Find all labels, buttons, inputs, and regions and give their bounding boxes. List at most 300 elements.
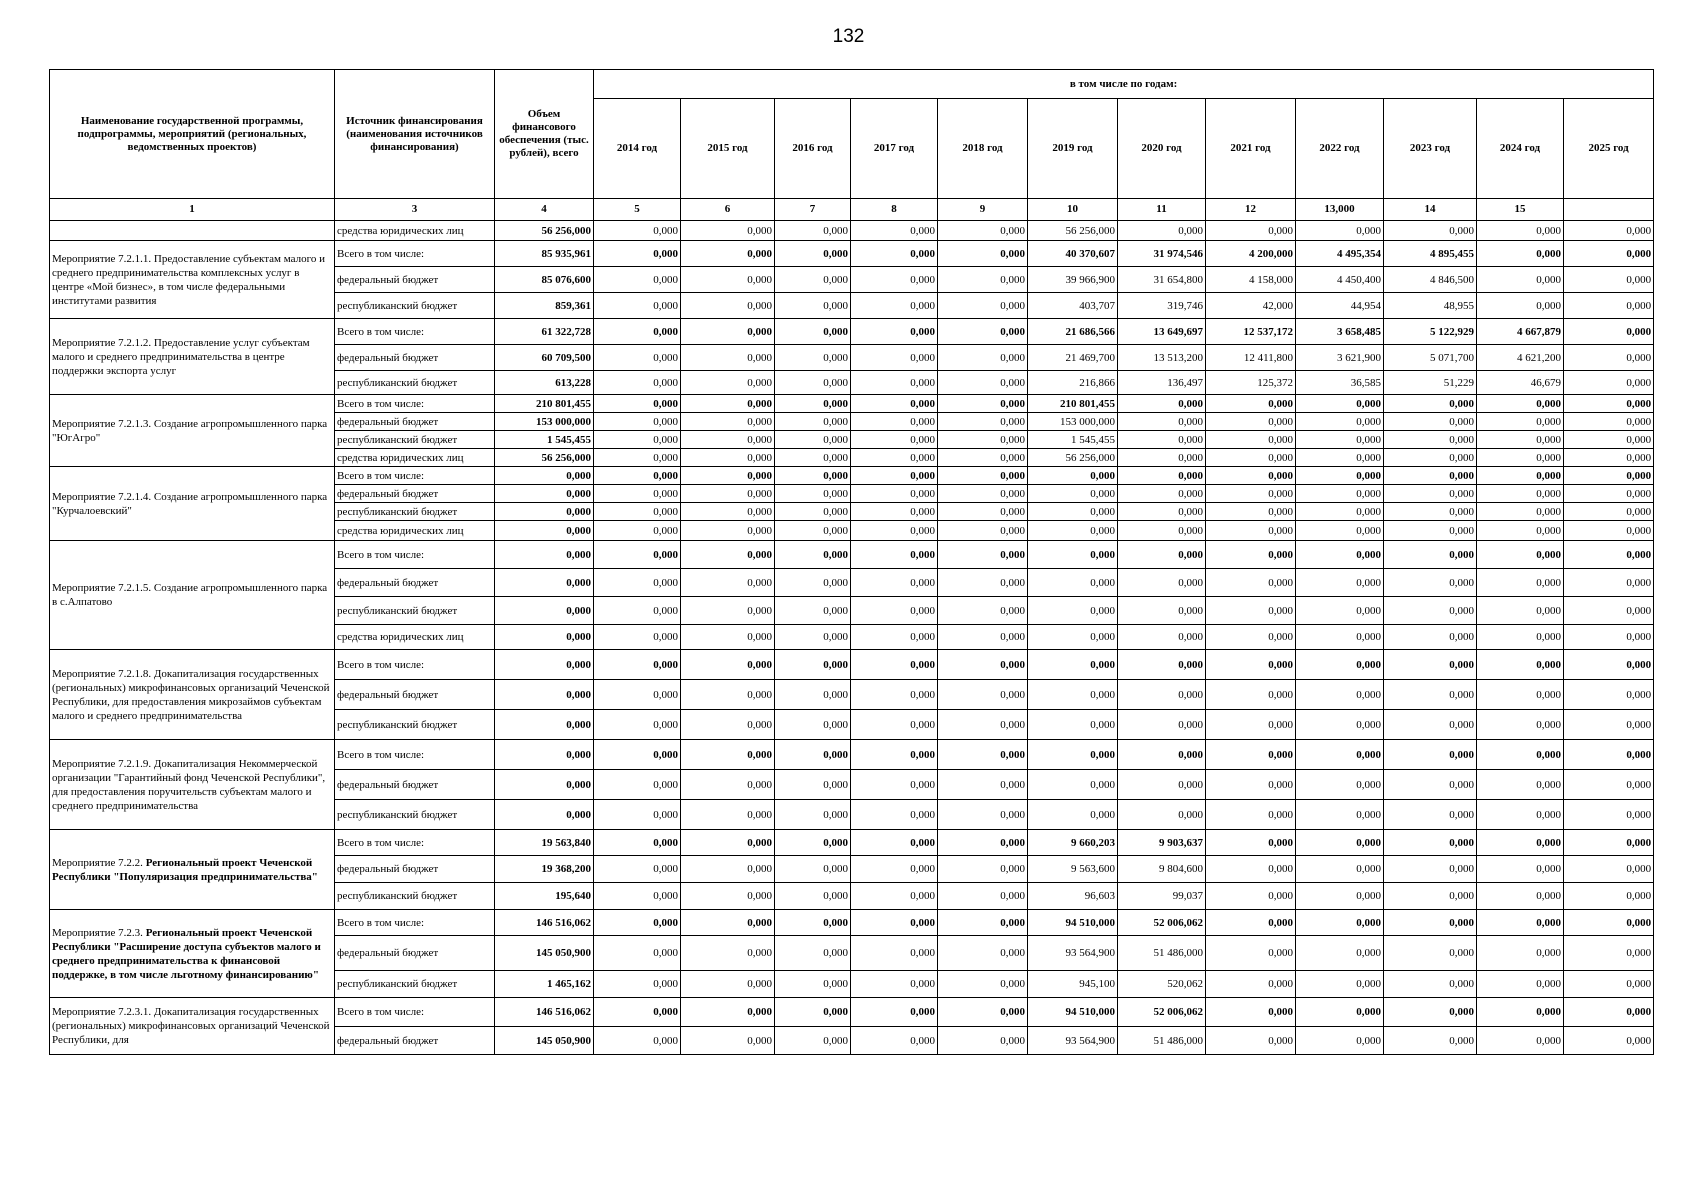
year-amount: 0,000 (1477, 467, 1564, 485)
year-amount: 0,000 (851, 883, 938, 910)
year-amount: 0,000 (1564, 740, 1654, 770)
total-amount: 0,000 (495, 680, 594, 710)
year-amount: 0,000 (851, 856, 938, 883)
year-amount: 0,000 (1296, 883, 1384, 910)
year-amount: 0,000 (594, 293, 681, 319)
header-total: Объем финансового обеспечения (тыс. рублей), всего (495, 70, 594, 199)
year-amount: 0,000 (775, 883, 851, 910)
year-amount: 0,000 (1296, 541, 1384, 569)
year-amount: 51 486,000 (1118, 1027, 1206, 1055)
year-amount: 0,000 (1206, 449, 1296, 467)
year-amount: 0,000 (1477, 910, 1564, 936)
year-amount: 51 486,000 (1118, 936, 1206, 971)
year-amount: 0,000 (938, 485, 1028, 503)
year-amount: 0,000 (938, 431, 1028, 449)
activity-name-prefix: Мероприятие 7.2.3. (52, 926, 146, 939)
table-row (50, 650, 1654, 680)
year-amount: 0,000 (594, 395, 681, 413)
year-amount: 0,000 (681, 485, 775, 503)
total-amount: 0,000 (495, 569, 594, 597)
year-amount: 0,000 (1564, 241, 1654, 267)
year-amount: 0,000 (1206, 395, 1296, 413)
total-amount: 0,000 (495, 597, 594, 625)
total-amount: 146 516,062 (495, 998, 594, 1027)
year-amount: 0,000 (1477, 1027, 1564, 1055)
year-amount: 520,062 (1118, 971, 1206, 998)
year-amount: 0,000 (1118, 569, 1206, 597)
year-amount: 0,000 (1028, 541, 1118, 569)
year-amount: 0,000 (681, 221, 775, 241)
year-amount: 0,000 (1564, 503, 1654, 521)
year-amount: 0,000 (1384, 710, 1477, 740)
year-amount: 0,000 (1477, 740, 1564, 770)
year-amount: 0,000 (1028, 485, 1118, 503)
activity-name-project: Региональный проект Чеченской Республики "Расширение доступа субъектов малого и среднего предпринимательства к финансовой поддержке, в том числе льготному финансированию" (52, 926, 321, 981)
year-amount: 0,000 (1118, 467, 1206, 485)
year-amount: 0,000 (1028, 503, 1118, 521)
year-amount: 0,000 (938, 856, 1028, 883)
year-amount: 0,000 (1028, 680, 1118, 710)
year-amount: 0,000 (1384, 680, 1477, 710)
year-amount: 9 903,637 (1118, 830, 1206, 856)
year-amount: 0,000 (1118, 541, 1206, 569)
header-year: 2022 год (1296, 99, 1384, 199)
year-amount: 0,000 (1384, 431, 1477, 449)
year-amount: 0,000 (1296, 650, 1384, 680)
year-amount: 0,000 (1206, 1027, 1296, 1055)
year-amount: 0,000 (1206, 800, 1296, 830)
year-amount: 0,000 (594, 770, 681, 800)
year-amount: 0,000 (1384, 467, 1477, 485)
total-amount: 195,640 (495, 883, 594, 910)
year-amount: 0,000 (1118, 521, 1206, 541)
year-amount: 0,000 (594, 936, 681, 971)
header-by-years: в том числе по годам: (594, 70, 1654, 99)
year-amount: 48,955 (1384, 293, 1477, 319)
funding-source: республиканский бюджет (335, 431, 495, 449)
funding-source: федеральный бюджет (335, 936, 495, 971)
year-amount: 0,000 (775, 971, 851, 998)
year-amount: 0,000 (1564, 1027, 1654, 1055)
year-amount: 0,000 (851, 503, 938, 521)
year-amount: 0,000 (1118, 431, 1206, 449)
year-amount: 0,000 (1296, 856, 1384, 883)
year-amount: 0,000 (1384, 740, 1477, 770)
header-column-number: 13,000 (1296, 199, 1384, 221)
year-amount: 0,000 (775, 569, 851, 597)
total-amount: 56 256,000 (495, 449, 594, 467)
year-amount: 0,000 (1477, 241, 1564, 267)
year-amount: 0,000 (851, 319, 938, 345)
year-amount: 0,000 (1384, 1027, 1477, 1055)
header-column-number: 11 (1118, 199, 1206, 221)
year-amount: 0,000 (1564, 770, 1654, 800)
total-amount: 859,361 (495, 293, 594, 319)
year-amount: 0,000 (594, 431, 681, 449)
year-amount: 0,000 (1564, 345, 1654, 371)
year-amount: 4 158,000 (1206, 267, 1296, 293)
year-amount: 0,000 (775, 431, 851, 449)
year-amount: 0,000 (681, 1027, 775, 1055)
year-amount: 0,000 (594, 221, 681, 241)
table-row (50, 241, 1654, 267)
year-amount: 0,000 (594, 830, 681, 856)
total-amount: 146 516,062 (495, 910, 594, 936)
year-amount: 0,000 (851, 371, 938, 395)
funding-source: Всего в том числе: (335, 541, 495, 569)
year-amount: 0,000 (1384, 625, 1477, 650)
year-amount: 0,000 (1477, 449, 1564, 467)
total-amount: 0,000 (495, 541, 594, 569)
total-amount: 19 368,200 (495, 856, 594, 883)
year-amount: 0,000 (938, 221, 1028, 241)
year-amount: 12 411,800 (1206, 345, 1296, 371)
year-amount: 21 469,700 (1028, 345, 1118, 371)
total-amount: 56 256,000 (495, 221, 594, 241)
table-row (50, 910, 1654, 936)
year-amount: 0,000 (1206, 936, 1296, 971)
funding-source: Всего в том числе: (335, 830, 495, 856)
year-amount: 0,000 (938, 740, 1028, 770)
year-amount: 0,000 (775, 936, 851, 971)
year-amount: 0,000 (1477, 883, 1564, 910)
year-amount: 0,000 (775, 293, 851, 319)
year-amount: 0,000 (851, 740, 938, 770)
year-amount: 31 974,546 (1118, 241, 1206, 267)
year-amount: 0,000 (938, 1027, 1028, 1055)
year-amount: 0,000 (1384, 413, 1477, 431)
year-amount: 0,000 (1564, 569, 1654, 597)
total-amount: 85 076,600 (495, 267, 594, 293)
year-amount: 0,000 (775, 625, 851, 650)
year-amount: 0,000 (938, 910, 1028, 936)
funding-source: Всего в том числе: (335, 998, 495, 1027)
year-amount: 0,000 (1384, 395, 1477, 413)
year-amount: 0,000 (851, 449, 938, 467)
year-amount: 0,000 (1296, 800, 1384, 830)
year-amount: 0,000 (1384, 936, 1477, 971)
year-amount: 0,000 (1477, 267, 1564, 293)
year-amount: 0,000 (775, 910, 851, 936)
year-amount: 0,000 (1206, 521, 1296, 541)
year-amount: 0,000 (938, 267, 1028, 293)
funding-source: Всего в том числе: (335, 241, 495, 267)
header-year: 2019 год (1028, 99, 1118, 199)
total-amount: 0,000 (495, 467, 594, 485)
year-amount: 0,000 (938, 883, 1028, 910)
year-amount: 0,000 (851, 267, 938, 293)
year-amount: 0,000 (1206, 910, 1296, 936)
table-row (50, 395, 1654, 413)
year-amount: 0,000 (1564, 680, 1654, 710)
year-amount: 210 801,455 (1028, 395, 1118, 413)
header-column-number: 3 (335, 199, 495, 221)
year-amount: 0,000 (1206, 710, 1296, 740)
funding-source: республиканский бюджет (335, 710, 495, 740)
year-amount: 0,000 (594, 971, 681, 998)
total-amount: 145 050,900 (495, 936, 594, 971)
year-amount: 0,000 (1296, 413, 1384, 431)
year-amount: 0,000 (1477, 395, 1564, 413)
year-amount: 0,000 (938, 467, 1028, 485)
year-amount: 0,000 (1296, 597, 1384, 625)
funding-source: средства юридических лиц (335, 625, 495, 650)
year-amount: 0,000 (1118, 221, 1206, 241)
page-number: 132 (832, 26, 865, 47)
year-amount: 0,000 (851, 413, 938, 431)
year-amount: 0,000 (851, 485, 938, 503)
year-amount: 0,000 (1384, 910, 1477, 936)
year-amount: 0,000 (1384, 541, 1477, 569)
year-amount: 0,000 (938, 710, 1028, 740)
header-column-number (1564, 199, 1654, 221)
year-amount: 0,000 (1384, 221, 1477, 241)
year-amount: 0,000 (594, 345, 681, 371)
year-amount: 136,497 (1118, 371, 1206, 395)
year-amount: 0,000 (775, 770, 851, 800)
year-amount: 0,000 (681, 597, 775, 625)
year-amount: 0,000 (938, 345, 1028, 371)
year-amount: 0,000 (851, 293, 938, 319)
year-amount: 0,000 (681, 650, 775, 680)
year-amount: 0,000 (594, 625, 681, 650)
year-amount: 0,000 (938, 503, 1028, 521)
header-column-number: 1 (50, 199, 335, 221)
year-amount: 9 563,600 (1028, 856, 1118, 883)
year-amount: 0,000 (594, 521, 681, 541)
total-amount: 0,000 (495, 710, 594, 740)
year-amount: 0,000 (1028, 800, 1118, 830)
year-amount: 0,000 (775, 241, 851, 267)
year-amount: 4 450,400 (1296, 267, 1384, 293)
year-amount: 0,000 (1296, 710, 1384, 740)
year-amount: 0,000 (1296, 998, 1384, 1027)
year-amount: 0,000 (1206, 830, 1296, 856)
year-amount: 0,000 (594, 740, 681, 770)
year-amount: 0,000 (775, 597, 851, 625)
funding-source: федеральный бюджет (335, 770, 495, 800)
year-amount: 0,000 (1118, 485, 1206, 503)
table-row (50, 319, 1654, 345)
year-amount: 0,000 (1477, 597, 1564, 625)
year-amount: 0,000 (681, 740, 775, 770)
year-amount: 0,000 (851, 680, 938, 710)
funding-source: республиканский бюджет (335, 597, 495, 625)
year-amount: 0,000 (1296, 569, 1384, 597)
year-amount: 0,000 (681, 936, 775, 971)
financing-table (49, 69, 1654, 1055)
year-amount: 9 804,600 (1118, 856, 1206, 883)
year-amount: 0,000 (594, 883, 681, 910)
year-amount: 0,000 (1206, 413, 1296, 431)
year-amount: 0,000 (775, 710, 851, 740)
funding-source: Всего в том числе: (335, 910, 495, 936)
year-amount: 0,000 (1206, 485, 1296, 503)
year-amount: 9 660,203 (1028, 830, 1118, 856)
total-amount: 1 465,162 (495, 971, 594, 998)
year-amount: 0,000 (1296, 1027, 1384, 1055)
header-column-number: 7 (775, 199, 851, 221)
year-amount: 93 564,900 (1028, 1027, 1118, 1055)
year-amount: 13 513,200 (1118, 345, 1206, 371)
year-amount: 0,000 (1028, 625, 1118, 650)
year-amount: 0,000 (938, 597, 1028, 625)
year-amount: 0,000 (1118, 597, 1206, 625)
year-amount: 0,000 (1477, 998, 1564, 1027)
year-amount: 0,000 (851, 830, 938, 856)
year-amount: 0,000 (1384, 521, 1477, 541)
year-amount: 0,000 (851, 541, 938, 569)
table-row (50, 830, 1654, 856)
year-amount: 0,000 (1118, 710, 1206, 740)
year-amount: 0,000 (775, 740, 851, 770)
year-amount: 0,000 (1477, 650, 1564, 680)
year-amount: 0,000 (851, 345, 938, 371)
header-year: 2024 год (1477, 99, 1564, 199)
year-amount: 46,679 (1477, 371, 1564, 395)
year-amount: 0,000 (681, 267, 775, 293)
year-amount: 0,000 (1564, 371, 1654, 395)
year-amount: 0,000 (1564, 800, 1654, 830)
year-amount: 31 654,800 (1118, 267, 1206, 293)
year-amount: 0,000 (681, 680, 775, 710)
year-amount: 0,000 (938, 680, 1028, 710)
year-amount: 0,000 (938, 319, 1028, 345)
year-amount: 0,000 (1564, 971, 1654, 998)
year-amount: 0,000 (681, 883, 775, 910)
year-amount: 0,000 (681, 830, 775, 856)
year-amount: 0,000 (594, 597, 681, 625)
total-amount: 60 709,500 (495, 345, 594, 371)
header-year: 2018 год (938, 99, 1028, 199)
funding-source: средства юридических лиц (335, 521, 495, 541)
year-amount: 0,000 (1477, 521, 1564, 541)
year-amount: 0,000 (851, 1027, 938, 1055)
year-amount: 0,000 (775, 371, 851, 395)
year-amount: 0,000 (775, 221, 851, 241)
year-amount: 0,000 (1384, 650, 1477, 680)
year-amount: 0,000 (1564, 521, 1654, 541)
year-amount: 0,000 (938, 800, 1028, 830)
year-amount: 0,000 (938, 830, 1028, 856)
year-amount: 0,000 (1118, 800, 1206, 830)
funding-source: средства юридических лиц (335, 449, 495, 467)
year-amount: 0,000 (594, 541, 681, 569)
year-amount: 0,000 (851, 241, 938, 267)
year-amount: 0,000 (681, 910, 775, 936)
year-amount: 0,000 (938, 770, 1028, 800)
year-amount: 0,000 (681, 569, 775, 597)
year-amount: 0,000 (1384, 503, 1477, 521)
total-amount: 613,228 (495, 371, 594, 395)
year-amount: 0,000 (1564, 597, 1654, 625)
year-amount: 5 071,700 (1384, 345, 1477, 371)
table-row (50, 467, 1654, 485)
year-amount: 0,000 (1296, 770, 1384, 800)
year-amount: 0,000 (681, 345, 775, 371)
year-amount: 0,000 (1206, 740, 1296, 770)
year-amount: 0,000 (1028, 650, 1118, 680)
year-amount: 0,000 (1477, 431, 1564, 449)
year-amount: 0,000 (594, 998, 681, 1027)
year-amount: 0,000 (851, 910, 938, 936)
header-column-number: 4 (495, 199, 594, 221)
year-amount: 0,000 (1118, 650, 1206, 680)
year-amount: 0,000 (1028, 597, 1118, 625)
year-amount: 4 667,879 (1477, 319, 1564, 345)
year-amount: 0,000 (1564, 467, 1654, 485)
year-amount: 0,000 (1028, 770, 1118, 800)
year-amount: 0,000 (594, 910, 681, 936)
year-amount: 0,000 (1206, 431, 1296, 449)
total-amount: 0,000 (495, 485, 594, 503)
year-amount: 0,000 (1477, 625, 1564, 650)
year-amount: 0,000 (851, 710, 938, 740)
year-amount: 0,000 (594, 485, 681, 503)
total-amount: 0,000 (495, 740, 594, 770)
funding-source: федеральный бюджет (335, 345, 495, 371)
year-amount: 0,000 (1477, 221, 1564, 241)
total-amount: 85 935,961 (495, 241, 594, 267)
year-amount: 0,000 (1028, 740, 1118, 770)
year-amount: 0,000 (681, 856, 775, 883)
year-amount: 0,000 (1296, 221, 1384, 241)
year-amount: 0,000 (594, 241, 681, 267)
year-amount: 0,000 (1296, 467, 1384, 485)
year-amount: 0,000 (681, 319, 775, 345)
year-amount: 0,000 (1564, 998, 1654, 1027)
header-column-number: 14 (1384, 199, 1477, 221)
header-year: 2021 год (1206, 99, 1296, 199)
year-amount: 0,000 (1296, 830, 1384, 856)
year-amount: 0,000 (851, 395, 938, 413)
year-amount: 0,000 (681, 998, 775, 1027)
year-amount: 0,000 (681, 800, 775, 830)
year-amount: 0,000 (1564, 267, 1654, 293)
table-row (50, 740, 1654, 770)
funding-source: федеральный бюджет (335, 267, 495, 293)
total-amount: 19 563,840 (495, 830, 594, 856)
year-amount: 0,000 (1296, 740, 1384, 770)
year-amount: 0,000 (1296, 971, 1384, 998)
year-amount: 0,000 (1118, 413, 1206, 431)
year-amount: 0,000 (1206, 503, 1296, 521)
table-row (50, 221, 1654, 241)
funding-source: федеральный бюджет (335, 680, 495, 710)
year-amount: 12 537,172 (1206, 319, 1296, 345)
total-amount: 0,000 (495, 503, 594, 521)
year-amount: 0,000 (851, 998, 938, 1027)
funding-source: федеральный бюджет (335, 413, 495, 431)
year-amount: 0,000 (1206, 650, 1296, 680)
total-amount: 0,000 (495, 650, 594, 680)
activity-name (50, 221, 335, 241)
total-amount: 0,000 (495, 770, 594, 800)
header-source: Источник финансирования (наименования источников финансирования) (335, 70, 495, 199)
year-amount: 0,000 (1564, 830, 1654, 856)
year-amount: 125,372 (1206, 371, 1296, 395)
year-amount: 4 846,500 (1384, 267, 1477, 293)
year-amount: 0,000 (775, 800, 851, 830)
header-column-number: 15 (1477, 199, 1564, 221)
funding-source: федеральный бюджет (335, 1027, 495, 1055)
year-amount: 0,000 (1296, 503, 1384, 521)
year-amount: 0,000 (1206, 597, 1296, 625)
year-amount: 0,000 (1384, 998, 1477, 1027)
year-amount: 945,100 (1028, 971, 1118, 998)
funding-source: республиканский бюджет (335, 883, 495, 910)
year-amount: 0,000 (1296, 521, 1384, 541)
